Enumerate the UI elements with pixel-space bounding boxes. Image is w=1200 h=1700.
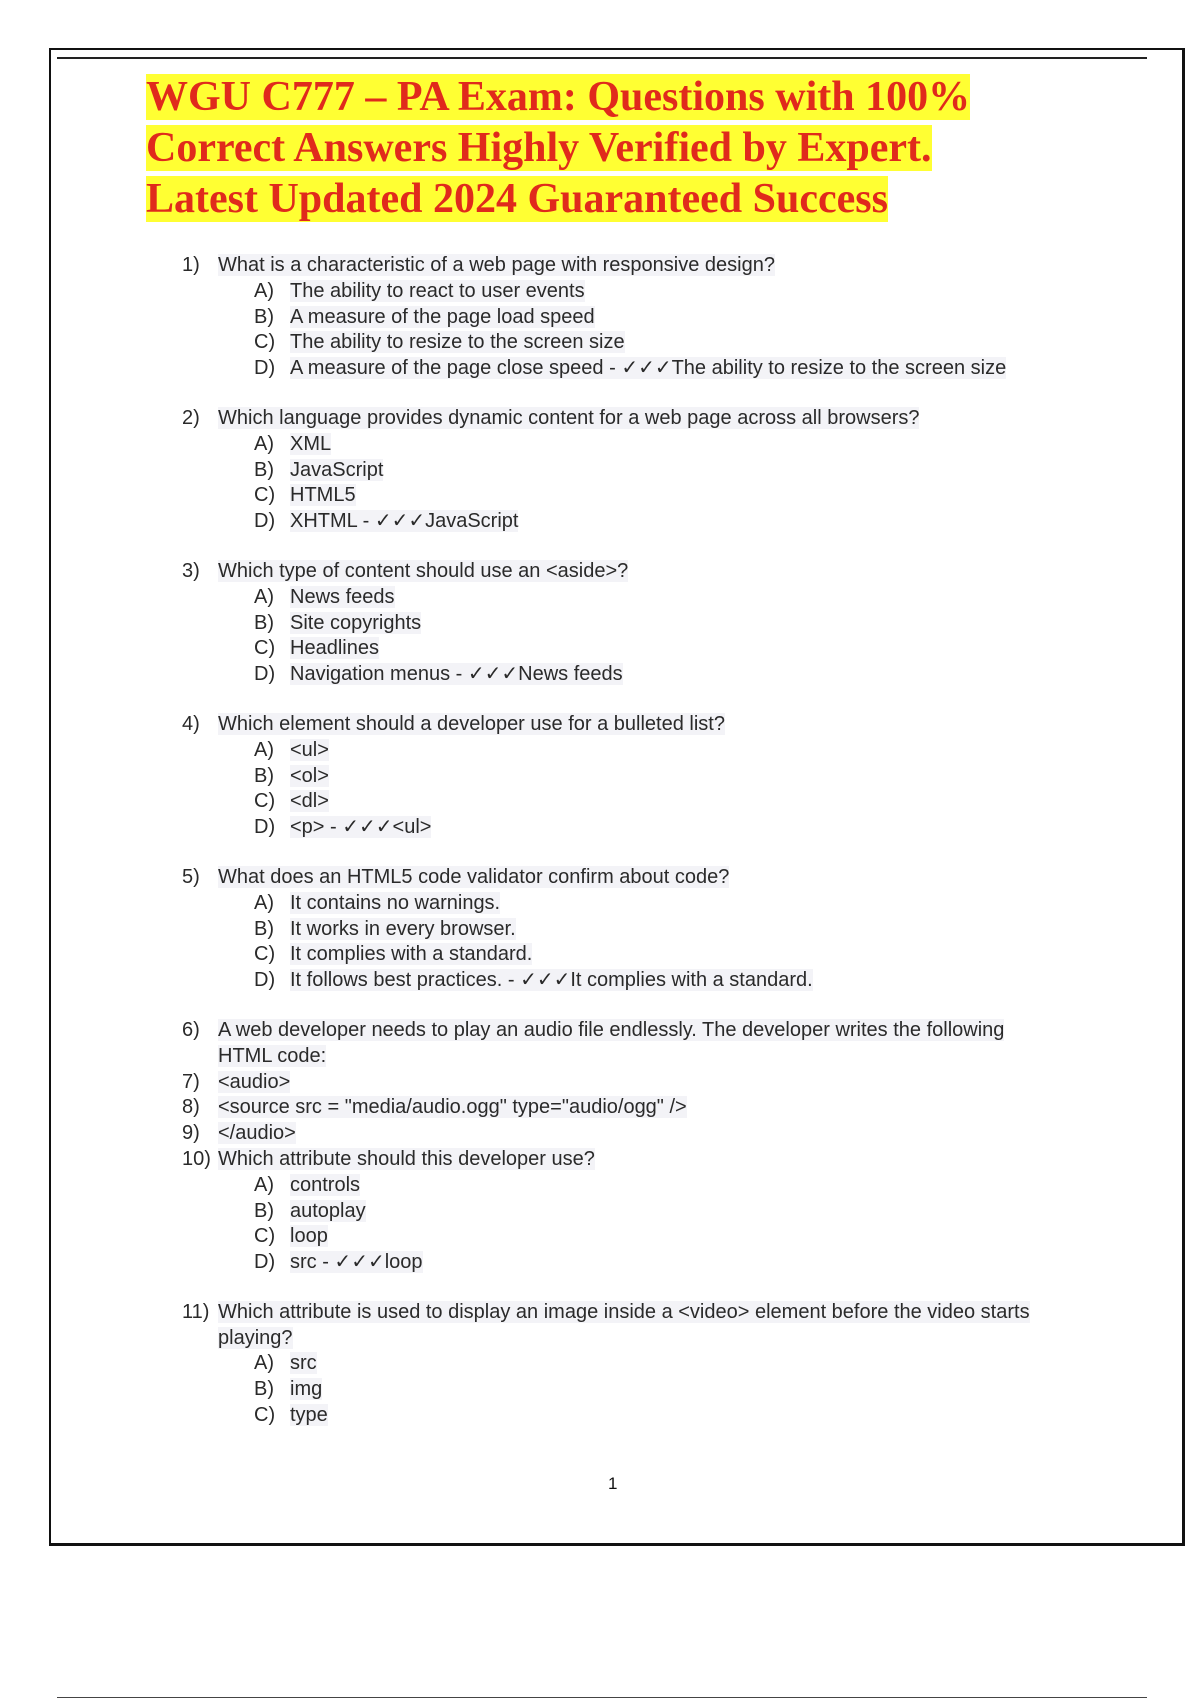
question-text: Which element should a developer use for a bulleted list?	[218, 712, 725, 735]
option-letter: D)	[254, 969, 276, 992]
option-text: autoplay	[290, 1199, 366, 1222]
line-number: 8)	[182, 1096, 200, 1119]
question-number: 6)	[182, 1018, 200, 1041]
option-text: HTML5	[290, 484, 356, 507]
question-number: 10)	[182, 1147, 211, 1170]
option-letter: C)	[254, 637, 276, 660]
question-number: 2)	[182, 406, 200, 429]
title-line-2: Correct Answers Highly Verified by Expert.	[146, 125, 932, 171]
option-text: src	[290, 1352, 317, 1375]
question-text: What is a characteristic of a web page with responsive design?	[218, 254, 775, 276]
question-3	[182, 559, 1082, 688]
code-line: <source src = "media/audio.ogg" type="audio/ogg" />	[218, 1096, 687, 1119]
option-text: It complies with a standard.	[290, 943, 533, 966]
question-2	[182, 406, 1082, 535]
option-letter: C)	[254, 484, 276, 507]
top-rule	[57, 57, 1147, 59]
option-letter: D)	[254, 510, 276, 533]
option-letter: D)	[254, 357, 276, 380]
option-text: img	[290, 1378, 323, 1401]
option-letter: B)	[254, 458, 274, 481]
option-text: The ability to react to user events	[290, 279, 585, 302]
option-letter: B)	[254, 1199, 274, 1222]
option-text: Headlines	[290, 637, 379, 660]
option-letter: B)	[254, 305, 274, 328]
option-text: A measure of the page load speed	[290, 305, 595, 328]
option-letter: A)	[254, 738, 274, 761]
option-text: News feeds	[290, 585, 395, 608]
question-11	[182, 1300, 1082, 1429]
question-1	[182, 253, 1082, 382]
title-line-3: Latest Updated 2024 Guaranteed Success	[146, 176, 888, 222]
option-letter: A)	[254, 1352, 274, 1375]
option-letter: D)	[254, 1251, 276, 1274]
document-title	[146, 72, 1046, 225]
question-number: 11)	[182, 1300, 210, 1323]
option-letter: A)	[254, 432, 274, 455]
question-text: Which language provides dynamic content for a web page across all browsers?	[218, 406, 920, 429]
option-text: type	[290, 1404, 328, 1427]
question-text: A web developer needs to play an audio file endlessly. The developer writes the following HTML code:	[218, 1018, 1005, 1067]
option-text: <ul>	[290, 738, 329, 761]
page-number: 1	[608, 1474, 618, 1493]
question-number: 3)	[182, 559, 200, 582]
line-number: 9)	[182, 1122, 200, 1145]
option-text-with-answer: It follows best practices. - ✓✓✓It complies with a standard.	[290, 969, 813, 992]
option-text: <dl>	[290, 790, 329, 813]
option-text-with-answer: A measure of the page close speed - ✓✓✓The ability to resize to the screen size	[290, 357, 1007, 380]
question-5	[182, 865, 1082, 994]
code-line: </audio>	[218, 1122, 296, 1145]
option-text: Site copyrights	[290, 611, 422, 634]
option-letter: B)	[254, 917, 274, 940]
option-text-with-answer: Navigation menus - ✓✓✓News feeds	[290, 663, 623, 686]
question-4	[182, 712, 1082, 841]
option-text: JavaScript	[290, 458, 384, 481]
code-line: <audio>	[218, 1070, 291, 1093]
next-page-top-rule	[57, 1697, 1147, 1698]
option-text: <ol>	[290, 764, 329, 787]
option-letter: C)	[254, 943, 276, 966]
option-text: XML	[290, 432, 332, 455]
question-text: What does an HTML5 code validator confirm about code?	[218, 865, 730, 888]
option-letter: A)	[254, 279, 274, 302]
option-letter: C)	[254, 331, 276, 354]
option-text-with-answer: src - ✓✓✓loop	[290, 1251, 423, 1274]
option-text: controls	[290, 1173, 361, 1196]
option-letter: A)	[254, 1173, 274, 1196]
option-letter: B)	[254, 764, 274, 787]
option-text-with-answer: XHTML - ✓✓✓JavaScript	[290, 510, 519, 533]
option-letter: C)	[254, 1404, 276, 1427]
option-text-with-answer: <p> - ✓✓✓<ul>	[290, 816, 432, 839]
question-list	[182, 253, 1082, 1429]
option-letter: B)	[254, 611, 274, 634]
option-text: It contains no warnings.	[290, 891, 501, 914]
question-number: 4)	[182, 712, 200, 735]
option-letter: B)	[254, 1378, 274, 1401]
question-text: Which attribute should this developer use?	[218, 1147, 595, 1170]
option-letter: A)	[254, 585, 274, 608]
question-number: 5)	[182, 865, 200, 888]
question-6	[182, 1018, 1082, 1276]
option-text: loop	[290, 1225, 328, 1248]
option-text: The ability to resize to the screen size	[290, 331, 625, 354]
option-letter: C)	[254, 790, 276, 813]
option-letter: A)	[254, 891, 274, 914]
question-text: Which attribute is used to display an image inside a <video> element before the video starts playing?	[218, 1300, 1030, 1349]
option-text: It works in every browser.	[290, 917, 516, 940]
question-text: Which type of content should use an <aside>?	[218, 559, 629, 582]
title-line-1: WGU C777 – PA Exam: Questions with 100%	[146, 74, 971, 120]
option-letter: D)	[254, 816, 276, 839]
option-letter: C)	[254, 1225, 276, 1248]
option-letter: D)	[254, 663, 276, 686]
line-number: 7)	[182, 1070, 200, 1093]
question-number: 1)	[182, 254, 200, 276]
